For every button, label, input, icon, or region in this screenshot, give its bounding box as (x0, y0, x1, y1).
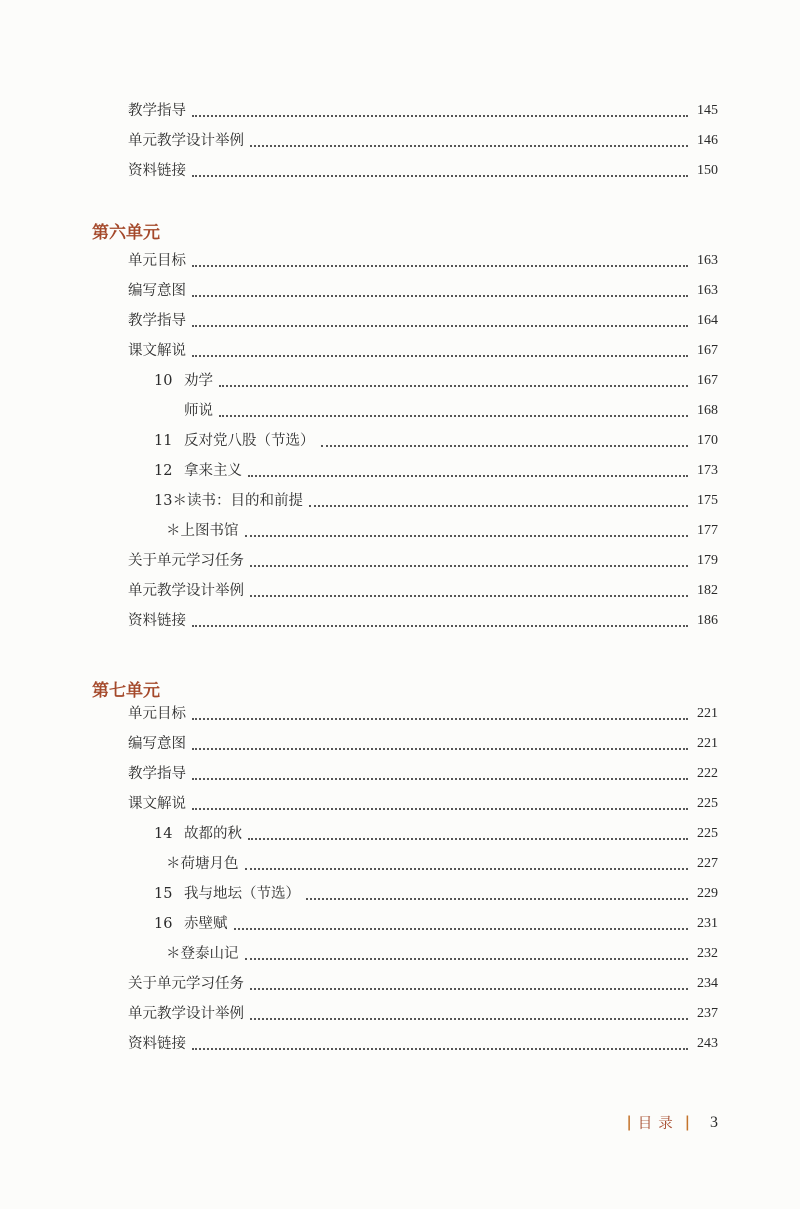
toc-entry[interactable] (128, 1033, 718, 1055)
toc-entry-page: 173 (697, 463, 718, 478)
dot-leader (192, 625, 688, 627)
toc-entry[interactable] (154, 913, 718, 935)
dot-leader (192, 1048, 688, 1050)
toc-entry-label: 单元目标 (128, 706, 186, 722)
toc-entry[interactable] (166, 853, 718, 875)
toc-entry[interactable] (154, 823, 718, 845)
toc-entry-label: 课文解说 (128, 796, 186, 812)
toc-entry-label (154, 883, 300, 905)
lesson-title: 赤壁赋 (184, 916, 228, 932)
toc-entry[interactable] (128, 733, 718, 755)
toc-entry-page: 150 (697, 163, 718, 178)
toc-entry-page: 186 (697, 613, 718, 628)
toc-entry-page: 179 (697, 553, 718, 568)
dot-leader (192, 295, 688, 297)
toc-entry-label: 资料链接 (128, 1036, 186, 1052)
dot-leader (219, 415, 688, 417)
toc-entry-label: 单元目标 (128, 253, 186, 269)
toc-entry-page: 243 (697, 1036, 718, 1051)
dot-leader (192, 355, 688, 357)
lesson-number: 12 (154, 463, 173, 479)
toc-entry-label: 师说 (184, 403, 213, 419)
toc-entry-page: 164 (697, 313, 718, 328)
lesson-title: 反对党八股（节选） (184, 433, 315, 449)
unit-title: 第七单元 (92, 681, 160, 701)
toc-entry-page: 229 (697, 886, 718, 901)
dot-leader (192, 718, 688, 720)
toc-entry-page: 237 (697, 1006, 718, 1021)
lesson-number: 16 (154, 916, 173, 932)
toc-entry[interactable] (154, 370, 718, 392)
toc-entry-page: 232 (697, 946, 718, 961)
toc-entry-label (154, 490, 303, 512)
toc-entry-page: 182 (697, 583, 718, 598)
toc-entry-label (154, 430, 315, 452)
dot-leader (306, 898, 688, 900)
dot-leader (192, 808, 688, 810)
dot-leader (309, 505, 688, 507)
toc-entry[interactable] (154, 883, 718, 905)
footer-bar-right: | (684, 1114, 690, 1131)
toc-entry-page: 231 (697, 916, 718, 931)
dot-leader (192, 325, 688, 327)
toc-entry[interactable] (128, 340, 718, 362)
toc-entry-page: 234 (697, 976, 718, 991)
dot-leader (192, 115, 688, 117)
toc-entry[interactable] (128, 310, 718, 332)
dot-leader (248, 838, 688, 840)
toc-entry-page: 222 (697, 766, 718, 781)
lesson-number: 14 (154, 826, 173, 842)
lesson-title: 拿来主义 (184, 463, 242, 479)
toc-entry[interactable] (128, 580, 718, 602)
toc-entry-label: ＊荷塘月色 (166, 856, 239, 872)
toc-entry-page: 167 (697, 343, 718, 358)
toc-entry[interactable] (128, 763, 718, 785)
toc-entry-page: 177 (697, 523, 718, 538)
toc-entry-label: 教学指导 (128, 313, 186, 329)
toc-entry[interactable] (128, 250, 718, 272)
page-footer (620, 1112, 718, 1133)
toc-entry-page: 163 (697, 253, 718, 268)
toc-entry-page: 225 (697, 796, 718, 811)
toc-entry-label: 关于单元学习任务 (128, 976, 244, 992)
toc-entry-label (154, 370, 213, 392)
dot-leader (192, 778, 688, 780)
toc-entry[interactable] (184, 400, 718, 422)
toc-entry[interactable] (154, 430, 718, 452)
footer-section-title: 目录 (637, 1116, 679, 1132)
lesson-title: ＊读书：目的和前提 (172, 493, 303, 509)
toc-entry[interactable] (128, 703, 718, 725)
dot-leader (245, 868, 689, 870)
toc-entry-label: ＊登泰山记 (166, 946, 239, 962)
toc-entry-page: 145 (697, 103, 718, 118)
dot-leader (250, 988, 688, 990)
dot-leader (192, 265, 688, 267)
toc-entry-label: 关于单元学习任务 (128, 553, 244, 569)
toc-entry[interactable] (128, 280, 718, 302)
dot-leader (192, 175, 688, 177)
toc-entry-label (154, 823, 242, 845)
toc-entry[interactable] (166, 943, 718, 965)
dot-leader (250, 1018, 688, 1020)
toc-entry-label: 单元教学设计举例 (128, 133, 244, 149)
lesson-number: 15 (154, 886, 173, 902)
lesson-number: 11 (154, 433, 173, 449)
lesson-number: 10 (154, 373, 173, 389)
dot-leader (245, 535, 689, 537)
toc-entry-label: 单元教学设计举例 (128, 1006, 244, 1022)
toc-entry-page: 175 (697, 493, 718, 508)
toc-entry-label: 资料链接 (128, 163, 186, 179)
toc-entry-page: 146 (697, 133, 718, 148)
toc-entry-label (154, 460, 242, 482)
toc-entry-label: 教学指导 (128, 103, 186, 119)
toc-entry-label (154, 913, 228, 935)
dot-leader (250, 145, 688, 147)
dot-leader (321, 445, 689, 447)
toc-entry-page: 167 (697, 373, 718, 388)
dot-leader (234, 928, 689, 930)
toc-entry[interactable] (128, 100, 718, 122)
toc-entry[interactable] (166, 520, 718, 542)
toc-entry-page: 168 (697, 403, 718, 418)
toc-entry-page: 221 (697, 736, 718, 751)
toc-entry-page: 163 (697, 283, 718, 298)
lesson-title: 劝学 (184, 373, 213, 389)
toc-entry-label: 单元教学设计举例 (128, 583, 244, 599)
toc-entry-label: ＊上图书馆 (166, 523, 239, 539)
dot-leader (245, 958, 689, 960)
dot-leader (219, 385, 688, 387)
toc-entry-page: 170 (697, 433, 718, 448)
toc-entry-label: 资料链接 (128, 613, 186, 629)
toc-entry[interactable] (154, 490, 718, 512)
dot-leader (192, 748, 688, 750)
toc-entry-page: 221 (697, 706, 718, 721)
toc-entry[interactable] (128, 973, 718, 995)
toc-entry[interactable] (128, 160, 718, 182)
toc-entry[interactable] (128, 130, 718, 152)
toc-entry-label: 编写意图 (128, 736, 186, 752)
toc-entry-page: 227 (697, 856, 718, 871)
lesson-title: 我与地坛（节选） (184, 886, 300, 902)
unit-title: 第六单元 (92, 223, 160, 243)
toc-entry[interactable] (154, 460, 718, 482)
toc-entry[interactable] (128, 793, 718, 815)
toc-entry[interactable] (128, 550, 718, 572)
toc-entry-label: 课文解说 (128, 343, 186, 359)
dot-leader (250, 565, 688, 567)
toc-entry-page: 225 (697, 826, 718, 841)
lesson-title: 故都的秋 (184, 826, 242, 842)
toc-entry[interactable] (128, 610, 718, 632)
toc-entry[interactable] (128, 1003, 718, 1025)
dot-leader (250, 595, 688, 597)
toc-entry-label: 教学指导 (128, 766, 186, 782)
footer-bar-left: | (626, 1114, 632, 1131)
dot-leader (248, 475, 688, 477)
lesson-number: 13 (154, 493, 173, 509)
toc-entry-label: 编写意图 (128, 283, 186, 299)
page-number: 3 (710, 1113, 718, 1131)
